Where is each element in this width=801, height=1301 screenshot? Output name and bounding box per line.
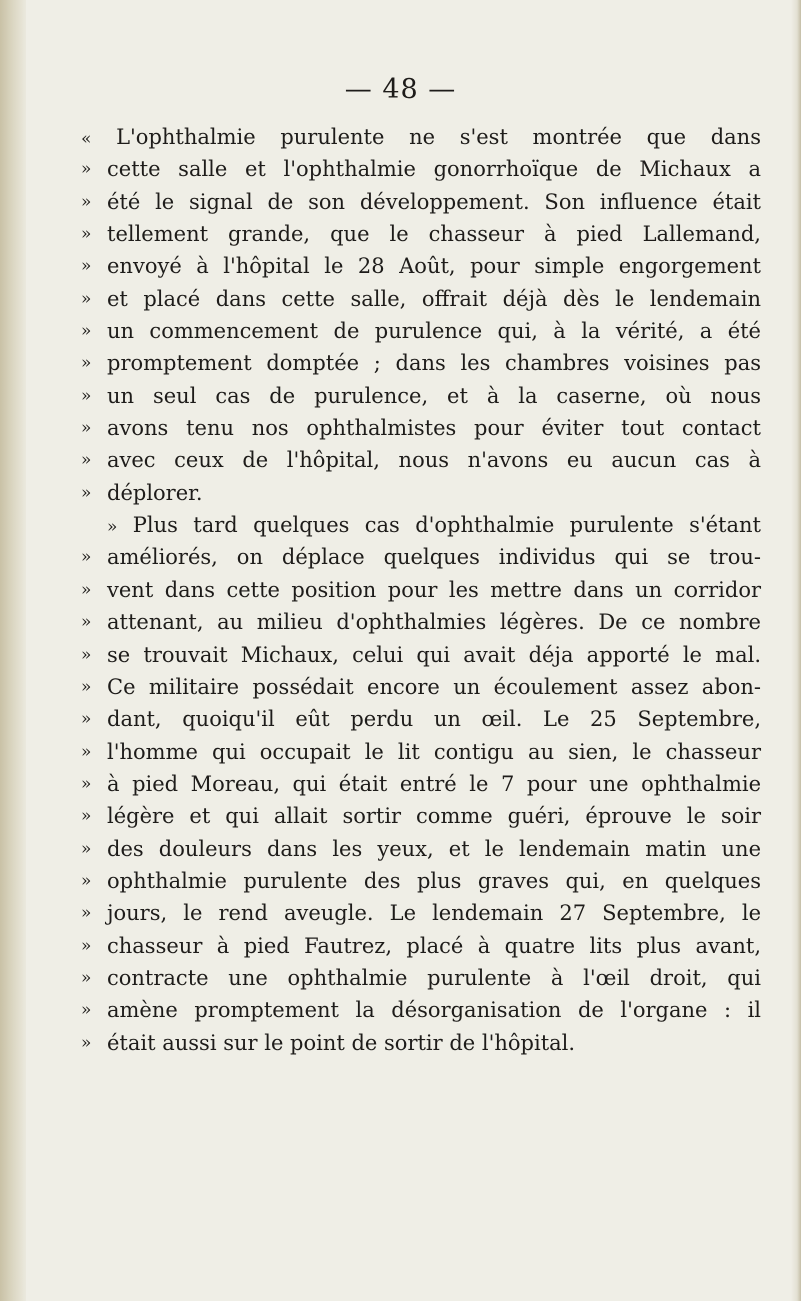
body-text <box>81 121 761 1059</box>
quote-mark: » <box>81 547 92 568</box>
quote-mark: » <box>81 935 92 956</box>
line-text: cette salle et l'ophthalmie gonorrhoïque de Michaux a <box>107 157 761 182</box>
text-line <box>81 897 761 929</box>
page-number: — 48 — <box>344 74 457 105</box>
quote-mark: » <box>81 838 92 859</box>
text-line <box>81 477 761 509</box>
line-text: dant, quoiqu'il eût perdu un œil. Le 25 Septembre, <box>107 707 761 732</box>
quote-mark: » <box>81 903 92 924</box>
quote-mark: » <box>81 806 92 827</box>
line-text: envoyé à l'hôpital le 28 Août, pour simple engorgement <box>107 254 761 279</box>
quote-mark: » <box>81 321 92 342</box>
quote-mark: » <box>81 644 92 665</box>
quote-mark: » <box>81 353 92 374</box>
line-text: chasseur à pied Fautrez, placé à quatre lits plus avant, <box>107 933 761 958</box>
text-line <box>81 800 761 832</box>
quote-mark: » <box>81 741 92 762</box>
text-line <box>81 833 761 865</box>
quote-mark: » <box>81 256 92 277</box>
quote-mark: » <box>81 288 92 309</box>
text-line <box>81 574 761 606</box>
text-line <box>81 639 761 671</box>
text-line <box>81 218 761 250</box>
quote-mark: » <box>81 385 92 406</box>
line-text: tellement grande, que le chasseur à pied Lallemand, <box>107 222 761 247</box>
line-text: avec ceux de l'hôpital, nous n'avons eu aucun cas à <box>107 448 761 473</box>
text-line <box>81 121 761 153</box>
text-line <box>81 703 761 735</box>
text-line <box>81 250 761 282</box>
quote-mark: » <box>81 612 92 633</box>
line-text: l'homme qui occupait le lit contigu au sien, le chasseur <box>107 739 761 764</box>
quote-mark: » <box>81 967 92 988</box>
text-line <box>81 962 761 994</box>
line-text: était aussi sur le point de sortir de l'hôpital. <box>107 1030 576 1055</box>
line-text: des douleurs dans les yeux, et le lendemain matin une <box>107 836 761 861</box>
text-line <box>81 283 761 315</box>
line-text: attenant, au milieu d'ophthalmies légères. De ce nombre <box>107 610 761 635</box>
quote-mark: » <box>81 159 92 180</box>
text-line <box>81 736 761 768</box>
page-binding-edge <box>0 0 26 1301</box>
quote-mark: « <box>81 129 92 149</box>
text-line <box>81 606 761 638</box>
text-line <box>81 509 761 541</box>
line-text: Ce militaire possédait encore un écoulement assez abon- <box>107 674 761 699</box>
text-line <box>81 865 761 897</box>
line-text: améliorés, on déplace quelques individus qui se trou- <box>107 545 761 570</box>
line-text: contracte une ophthalmie purulente à l'œil droit, qui <box>107 965 761 990</box>
text-line <box>81 186 761 218</box>
line-text: jours, le rend aveugle. Le lendemain 27 Septembre, le <box>107 901 761 926</box>
quote-mark: » <box>107 517 118 538</box>
quote-mark: » <box>81 709 92 730</box>
text-line <box>81 347 761 379</box>
text-line <box>81 768 761 800</box>
line-text: ophthalmie purulente des plus graves qui, en quelques <box>107 868 761 893</box>
line-text: vent dans cette position pour les mettre dans un corridor <box>107 577 761 602</box>
quote-mark: » <box>81 191 92 212</box>
quote-mark: » <box>81 870 92 891</box>
text-line <box>81 930 761 962</box>
text-line <box>81 541 761 573</box>
quote-mark: » <box>81 418 92 439</box>
quote-mark: » <box>81 450 92 471</box>
line-text: promptement domptée ; dans les chambres voisines pas <box>107 351 761 376</box>
quote-mark: » <box>81 482 92 503</box>
quote-mark: » <box>81 773 92 794</box>
line-text: Plus tard quelques cas d'ophthalmie purulente s'étant <box>132 513 761 538</box>
quote-mark: » <box>81 1032 92 1053</box>
text-line <box>81 153 761 185</box>
line-text: amène promptement la désorganisation de l'organe : il <box>107 998 761 1023</box>
line-text: un seul cas de purulence, et à la caserne, où nous <box>107 383 761 408</box>
quote-mark: » <box>81 224 92 245</box>
line-text: légère et qui allait sortir comme guéri, éprouve le soir <box>107 804 761 829</box>
line-text: été le signal de son développement. Son influence était <box>107 189 761 214</box>
page-right-edge <box>791 0 801 1301</box>
quote-mark: » <box>81 1000 92 1021</box>
line-text: L'ophthalmie purulente ne s'est montrée que dans <box>116 125 761 149</box>
quote-mark: » <box>81 579 92 600</box>
text-line <box>81 412 761 444</box>
line-text: un commencement de purulence qui, à la vérité, a été <box>107 319 761 344</box>
line-text: avons tenu nos ophthalmistes pour éviter tout contact <box>107 416 761 441</box>
text-line <box>81 1027 761 1059</box>
text-line <box>81 315 761 347</box>
text-line <box>81 380 761 412</box>
line-text: déplorer. <box>107 480 203 505</box>
line-text: se trouvait Michaux, celui qui avait déja apporté le mal. <box>107 642 761 667</box>
quote-mark: » <box>81 676 92 697</box>
text-line <box>81 994 761 1026</box>
line-text: et placé dans cette salle, offrait déjà dès le lendemain <box>107 286 761 311</box>
line-text: à pied Moreau, qui était entré le 7 pour une ophthalmie <box>107 771 761 796</box>
text-line <box>81 444 761 476</box>
text-line <box>81 671 761 703</box>
